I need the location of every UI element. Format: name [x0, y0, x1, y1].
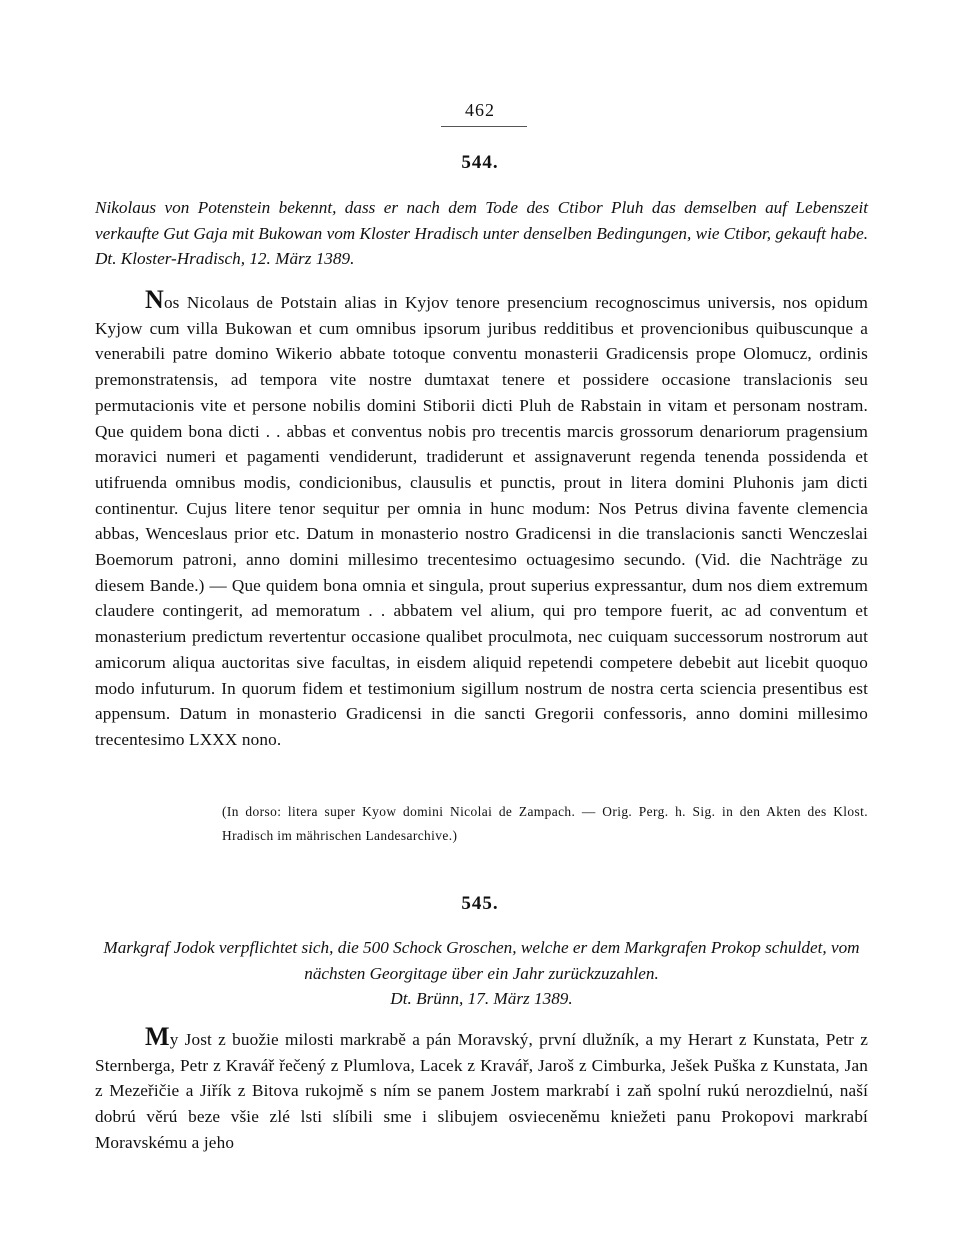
charter-body: os Nicolaus de Potstain alias in Kyjov tenore presencium recognoscimus universis, nos opidum Kyjow cum villa Bukowan et cum omnibus ipsorum juribus redditibus et provencionibus quibuscunque a venerabili patre domino Wikerio abbate totoque conventu monasterii Gradicensis prope Olomucz, ordinis premonstratensis, ad tempora vite nostre dumtaxat tenere et possidere occasione translacionis seu permutacionis vite et persone nobilis domini Stiborii dicti Pluh de Rabstain in vitam et personam nostram. Que quidem bona dicti . . abbas et conventus nobis pro trecentis marcis grossorum denariorum pragensium moravici numeri et pagamenti vendiderunt, tradiderunt et assignaverunt regenda tenenda possidenda et utifruenda omnibus modis, condicionibus, clausulis et punctis, prout in litera domini Pluhonis jam dicti continentur. Cujus litere tenor sequitur per omnia in hunc modum: Nos Petrus divina favente clemencia abbas, Wenceslaus prior etc. Datum in monasterio nostro Gradicensi in die translacionis sancti Wenczeslai Boemorum patroni, anno domini millesimo trecentesimo octuagesimo secundo. (Vid. die Nachträge zu diesem Bande.) — Que quidem bona omnia et singula, prout superius expressantur, dum nos diem extremum claudere contingerit, ad memoratum . . abbatem vel alium, qui pro tempore fuerit, ac ad conventum et monasterium predictum revertentur occasione qualibet proculmota, nec cuiquam successorum nostrorum aut amicorum aliqua auctoritas sive facultas, in eisdem aliquid repetendi competere debebit aut licebit quoquo modo infuturum. In quorum fidem et testimonium sigillum nostrum de nostra certa sciencia presentibus est appensum. Datum in monasterio Gradicensi in die sancti Gregorii confessoris, anno domini millesimo trecentesimo LXXX nono.	[95, 293, 868, 749]
page-number-rule	[441, 126, 527, 127]
regest-544: Nikolaus von Potenstein bekennt, dass er nach dem Tode des Ctibor Pluh das demselben auf Lebenszeit verkaufte Gut Gaja mit Bukowan vom Kloster Hradisch unter denselben Bedingungen, wie Ctibor, gekauft habe. Dt. Kloster-Hradisch, 12. März 1389.	[95, 198, 868, 269]
charter-text-545	[95, 1024, 868, 1156]
document-number-544: 544.	[461, 152, 499, 173]
initial-letter: M	[145, 1022, 170, 1051]
regest-text: Markgraf Jodok verpflichtet sich, die 500 Schock Groschen, welche er dem Markgrafen Prokop schuldet, vom nächsten Georgitage über ein Jahr zurückzuzahlen.	[103, 938, 860, 983]
archival-note-544: (In dorso: litera super Kyow domini Nicolai de Zampach. — Orig. Perg. h. Sig. in den Akten des Klost. Hradisch im mährischen Landesarchive.)	[222, 804, 868, 843]
regest-date: Dt. Brünn, 17. März 1389.	[390, 989, 573, 1009]
regest-545	[95, 935, 868, 1012]
charter-body: y Jost z buožie milosti markrabě a pán Moravský, první dlužník, a my Herart z Kunstata, Petr z Sternberga, Petr z Kravář řečený z Plumlova, Lacek z Kravář, Jaroš z Cimburka, Ješek Puška z Kunstata, Jan z Mezeřičie a Jiřík z Bitova rukojmě s ním se panem Jostem markrabí i zaň spolní rukú nerozdielnú, naší dobrú věrú beze všie zlé lsti slíbili sme i slibujem osvieceněmu kniežeti panu Prokopovi markrabí Moravskému a jeho	[95, 1030, 868, 1152]
document-number-545: 545.	[461, 893, 499, 914]
page-number: 462	[465, 100, 495, 120]
charter-text-544	[95, 287, 868, 753]
initial-letter: N	[145, 285, 164, 314]
